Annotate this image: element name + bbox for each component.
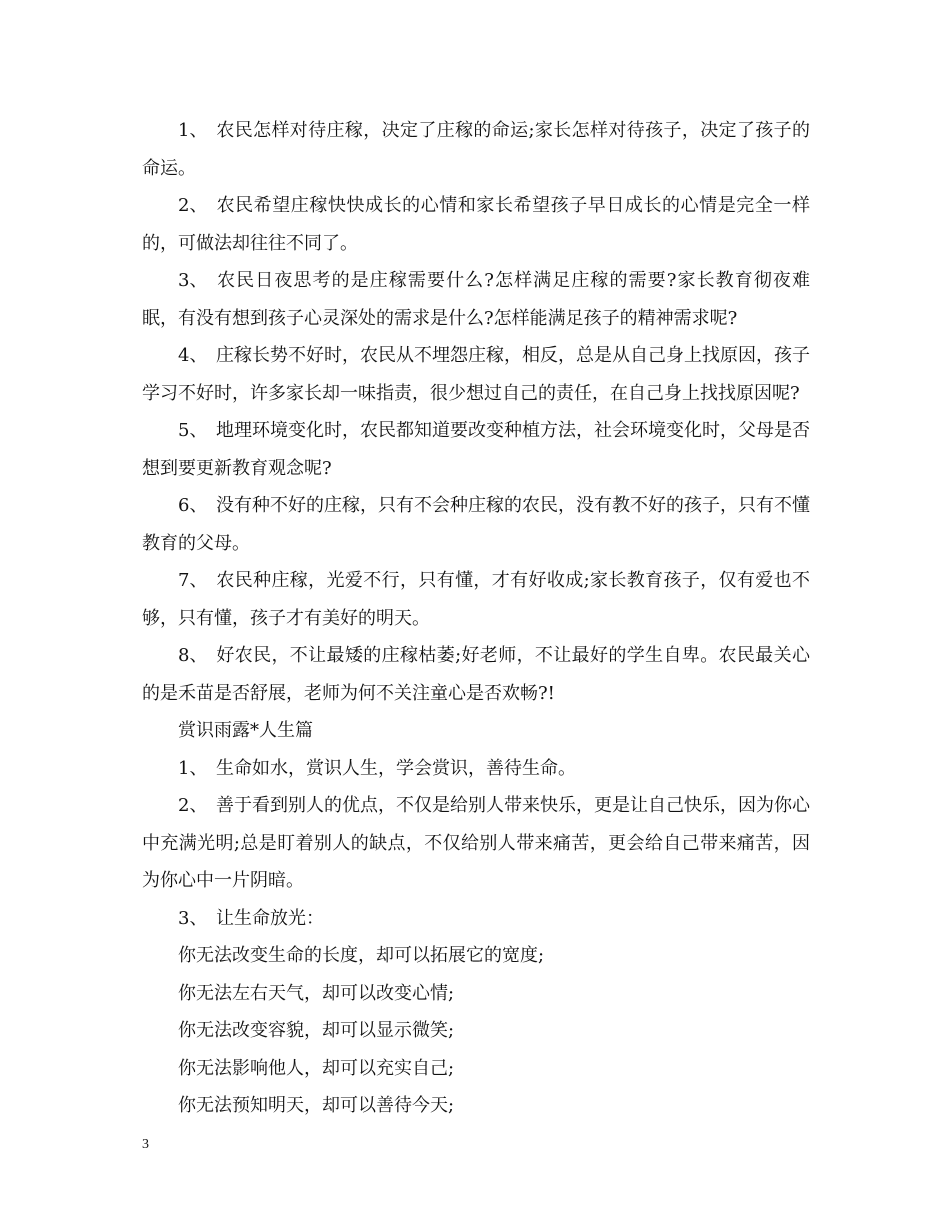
- paragraph-5: [142, 412, 810, 487]
- paragraph-11: [142, 900, 810, 938]
- list-number: 2、: [178, 795, 208, 816]
- list-number: 2、: [178, 195, 208, 216]
- paragraph-1: [142, 112, 810, 187]
- verse-line-3: [142, 1012, 810, 1050]
- paragraph-9: [142, 750, 810, 788]
- paragraph-text: 农民种庄稼，光爱不行，只有懂，才有好收成;家长教育孩子，仅有爱也不够，只有懂，孩子才有美好的明天。: [142, 570, 810, 629]
- list-number: 3、: [178, 907, 208, 929]
- paragraph-7: [142, 562, 810, 637]
- list-number: 1、: [178, 757, 208, 779]
- verse-line-1: [142, 937, 810, 975]
- paragraph-3: [142, 262, 810, 337]
- paragraph-text: 农民希望庄稼快快成长的心情和家长希望孩子早日成长的心情是完全一样的，可做法却往往不同了。: [142, 195, 810, 254]
- list-number: 4、: [178, 345, 208, 366]
- paragraph-text: 让生命放光：: [216, 907, 324, 929]
- paragraph-text: 善于看到别人的优点，不仅是给别人带来快乐，更是让自己快乐，因为你心中充满光明;总是盯着别人的缺点，不仅给别人带来痛苦，更会给自己带来痛苦，因为你心中一片阴暗。: [142, 795, 810, 891]
- verse-line-4: [142, 1050, 810, 1088]
- paragraph-text: 农民日夜思考的是庄稼需要什么?怎样满足庄稼的需要?家长教育彻夜难眠，有没有想到孩子心灵深处的需求是什么?怎样能满足孩子的精神需求呢?: [142, 270, 810, 329]
- verse-text: 你无法改变生命的长度，却可以拓展它的宽度;: [178, 945, 545, 966]
- verse-line-5: [142, 1087, 810, 1125]
- paragraph-text: 农民怎样对待庄稼，决定了庄稼的命运;家长怎样对待孩子，决定了孩子的命运。: [142, 120, 810, 179]
- paragraph-2: [142, 187, 810, 262]
- list-number: 5、: [178, 420, 208, 441]
- section-heading-text: 赏识雨露*人生篇: [178, 720, 313, 741]
- document-body: [142, 112, 810, 1125]
- section-heading: [142, 712, 810, 750]
- paragraph-text: 地理环境变化时，农民都知道要改变种植方法，社会环境变化时，父母是否想到要更新教育观念呢?: [142, 420, 810, 479]
- verse-text: 你无法影响他人，却可以充实自己;: [178, 1057, 455, 1079]
- list-number: 8、: [178, 645, 208, 666]
- paragraph-text: 没有种不好的庄稼，只有不会种庄稼的农民，没有教不好的孩子，只有不懂教育的父母。: [142, 495, 810, 554]
- list-number: 3、: [178, 270, 208, 291]
- verse-text: 你无法预知明天，却可以善待今天;: [178, 1095, 455, 1116]
- verse-text: 你无法左右天气，却可以改变心情;: [178, 982, 455, 1004]
- paragraph-8: [142, 637, 810, 712]
- page-number: 3: [142, 1137, 149, 1152]
- paragraph-text: 庄稼长势不好时，农民从不埋怨庄稼，相反，总是从自己身上找原因，孩子学习不好时，许多家长却一味指责，很少想过自己的责任，在自己身上找找原因呢?: [142, 345, 810, 404]
- verse-line-2: [142, 975, 810, 1013]
- paragraph-4: [142, 337, 810, 412]
- paragraph-text: 生命如水，赏识人生，学会赏识，善待生命。: [216, 757, 576, 779]
- verse-text: 你无法改变容貌，却可以显示微笑;: [178, 1020, 455, 1041]
- paragraph-6: [142, 487, 810, 562]
- paragraph-text: 好农民，不让最矮的庄稼枯萎;好老师，不让最好的学生自卑。农民最关心的是禾苗是否舒展，老师为何不关注童心是否欢畅?!: [142, 645, 810, 704]
- paragraph-10: [142, 787, 810, 900]
- list-number: 1、: [178, 120, 208, 141]
- list-number: 7、: [178, 570, 208, 591]
- list-number: 6、: [178, 495, 208, 516]
